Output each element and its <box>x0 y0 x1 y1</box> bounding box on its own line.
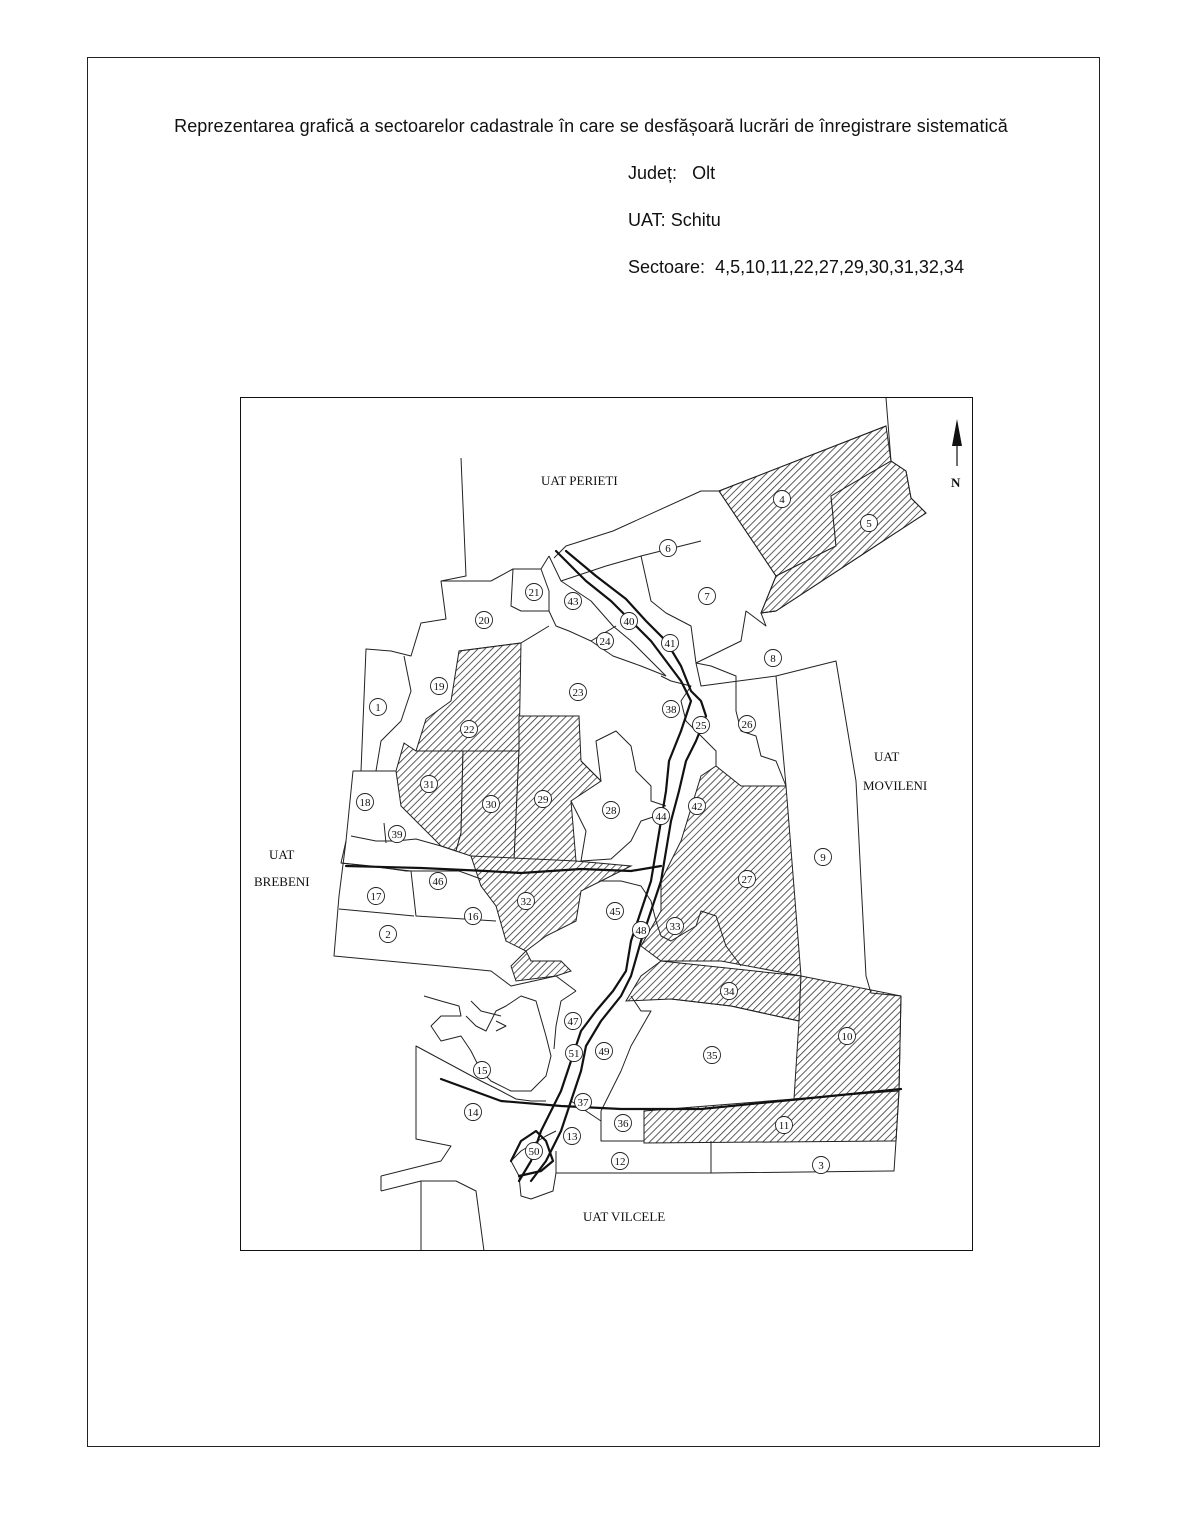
sector-8-marker <box>765 650 782 667</box>
sectoare-label: Sectoare: <box>628 257 706 277</box>
sector-9-number: 9 <box>820 852 826 864</box>
sector-35-number: 35 <box>706 1050 718 1062</box>
sector-38-number: 38 <box>665 704 677 716</box>
sector-39-number: 39 <box>391 829 403 841</box>
uat-line <box>628 210 721 231</box>
neighbor-perieti-label: UAT PERIETI <box>541 473 618 488</box>
sector-14-marker <box>465 1104 482 1121</box>
sector-42-marker <box>689 798 706 815</box>
sector-30-marker <box>483 796 500 813</box>
sector-4-marker <box>774 491 791 508</box>
sector-2-number: 2 <box>385 929 391 941</box>
sector-51-number: 51 <box>568 1048 580 1060</box>
sector-20-number: 20 <box>478 615 490 627</box>
sector-16-number: 16 <box>467 911 479 923</box>
sector-31-number: 31 <box>423 779 435 791</box>
map-svg <box>241 398 973 1251</box>
sector-20-marker <box>476 612 493 629</box>
sector-22-marker <box>461 721 478 738</box>
sector-28-number: 28 <box>605 805 617 817</box>
sector-14-number: 14 <box>467 1107 479 1119</box>
sector-12-number: 12 <box>614 1156 626 1168</box>
neighbor-movileni-label-2: MOVILENI <box>863 778 928 793</box>
sector-32-area <box>471 856 631 981</box>
sector-18-marker <box>357 794 374 811</box>
sector-10-number: 10 <box>841 1031 853 1043</box>
sector-30-number: 30 <box>485 799 497 811</box>
sector-7-marker <box>699 588 716 605</box>
sector-21-number: 21 <box>528 587 540 599</box>
sector-31-marker <box>421 776 438 793</box>
sector-48-number: 48 <box>635 925 647 937</box>
sector-17-marker <box>368 888 385 905</box>
sector-47-number: 47 <box>567 1016 579 1028</box>
sector-24-marker <box>597 633 614 650</box>
sector-37-marker <box>575 1094 592 1111</box>
sector-28-marker <box>603 802 620 819</box>
sector-40-marker <box>621 613 638 630</box>
sector-11-marker <box>776 1117 793 1134</box>
sector-45-number: 45 <box>609 906 621 918</box>
sector-35-marker <box>704 1047 721 1064</box>
sector-49-marker <box>596 1043 613 1060</box>
sector-44-marker <box>653 808 670 825</box>
sector-29-number: 29 <box>537 794 549 806</box>
sector-7-number: 7 <box>704 591 710 603</box>
sector-44-number: 44 <box>655 811 667 823</box>
sector-3-number: 3 <box>818 1160 824 1172</box>
judet-line <box>628 163 715 184</box>
sector-19-marker <box>431 678 448 695</box>
sector-32-number: 32 <box>520 896 532 908</box>
neighbor-brebeni-label-1: UAT <box>269 847 295 862</box>
sector-4-number: 4 <box>779 494 785 506</box>
sector-22-number: 22 <box>463 724 475 736</box>
sector-5-number: 5 <box>866 518 872 530</box>
sector-32-marker <box>518 893 535 910</box>
sector-43-number: 43 <box>567 596 579 608</box>
sector-16-marker <box>465 908 482 925</box>
sector-6-marker <box>660 540 677 557</box>
sector-21-marker <box>526 584 543 601</box>
sector-6-number: 6 <box>665 543 671 555</box>
sectoare-value: 4,5,10,11,22,27,29,30,31,32,34 <box>715 257 964 277</box>
sectoare-line <box>628 257 964 278</box>
cadastral-map <box>240 397 973 1251</box>
sector-29-marker <box>535 791 552 808</box>
sector-36-marker <box>615 1115 632 1132</box>
sector-43-marker <box>565 593 582 610</box>
sector-36-number: 36 <box>617 1118 629 1130</box>
uat-label: UAT: <box>628 210 666 230</box>
sector-50-number: 50 <box>528 1146 540 1158</box>
sector-19-number: 19 <box>433 681 445 693</box>
sector-29-area <box>514 716 601 861</box>
sector-24-number: 24 <box>599 636 611 648</box>
sector-51-marker <box>566 1045 583 1062</box>
sector-18-number: 18 <box>359 797 371 809</box>
sector-10-marker <box>839 1028 856 1045</box>
sector-25-number: 25 <box>695 720 707 732</box>
sector-34-number: 34 <box>723 986 735 998</box>
uat-value: Schitu <box>670 210 721 230</box>
sector-48-marker <box>633 922 650 939</box>
neighbor-movileni-label-1: UAT <box>874 749 900 764</box>
sector-46-marker <box>430 873 447 890</box>
sector-1-marker <box>370 699 387 716</box>
sector-31-area <box>396 743 463 851</box>
sector-37-number: 37 <box>577 1097 589 1109</box>
document-title: Reprezentarea grafică a sectoarelor cadastrale în care se desfășoară lucrări de înregistrare sistematică <box>174 116 1008 136</box>
sector-3-marker <box>813 1157 830 1174</box>
sector-26-marker <box>739 716 756 733</box>
sector-2-marker <box>380 926 397 943</box>
sector-27-marker <box>739 871 756 888</box>
sector-8-number: 8 <box>770 653 776 665</box>
sector-33-number: 33 <box>669 921 681 933</box>
judet-label: Județ: <box>628 163 678 183</box>
neighbor-brebeni-label-2: BREBENI <box>254 874 310 889</box>
sector-45-marker <box>607 903 624 920</box>
sector-11-number: 11 <box>778 1120 790 1132</box>
sector-13-marker <box>564 1128 581 1145</box>
north-arrow <box>951 419 962 490</box>
sector-1-number: 1 <box>375 702 381 714</box>
sector-27-number: 27 <box>741 874 753 886</box>
sector-41-marker <box>662 635 679 652</box>
sector-9-marker <box>815 849 832 866</box>
sector-23-marker <box>570 684 587 701</box>
sector-15-number: 15 <box>476 1065 488 1077</box>
judet-value: Olt <box>692 163 716 183</box>
sector-39-marker <box>389 826 406 843</box>
sector-41-number: 41 <box>664 638 676 650</box>
sector-42-number: 42 <box>691 801 703 813</box>
sector-50-marker <box>526 1143 543 1160</box>
north-letter: N <box>951 475 961 490</box>
sector-12-marker <box>612 1153 629 1170</box>
sector-17-number: 17 <box>370 891 382 903</box>
neighbor-vilcele-label: UAT VILCELE <box>583 1209 666 1224</box>
sector-33-marker <box>667 918 684 935</box>
sector-5-marker <box>861 515 878 532</box>
sector-40-number: 40 <box>623 616 635 628</box>
sector-13-number: 13 <box>566 1131 578 1143</box>
sector-15-marker <box>474 1062 491 1079</box>
sector-11-area <box>644 1091 899 1143</box>
sector-26-number: 26 <box>741 719 753 731</box>
sector-49-number: 49 <box>598 1046 610 1058</box>
sector-47-marker <box>565 1013 582 1030</box>
sector-34-marker <box>721 983 738 1000</box>
sector-46-number: 46 <box>432 876 444 888</box>
sector-25-marker <box>693 717 710 734</box>
sector-38-marker <box>663 701 680 718</box>
sector-23-number: 23 <box>572 687 584 699</box>
